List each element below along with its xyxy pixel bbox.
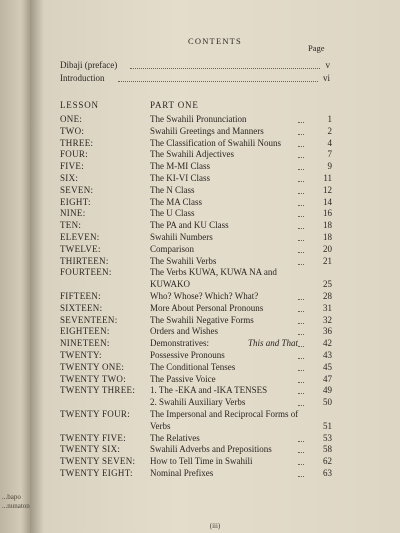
toc-lesson-page: 28 bbox=[323, 291, 332, 301]
toc-lesson-page: 31 bbox=[323, 302, 332, 313]
toc-lesson-title: The Swahili Adjectives bbox=[150, 149, 234, 160]
toc-prelim-row bbox=[30, 73, 400, 85]
toc-lesson-title: The PA and KU Class bbox=[150, 220, 229, 231]
toc-lesson-number: SIX: bbox=[60, 173, 79, 183]
toc-lesson-title: Orders and Wishes bbox=[150, 326, 218, 337]
toc-lesson-title-italic: This and That bbox=[248, 338, 299, 349]
toc-lesson-page: 20 bbox=[323, 243, 332, 254]
toc-lesson-title: Swahili Greetings and Manners bbox=[150, 125, 264, 136]
toc-row bbox=[30, 315, 400, 327]
toc-lesson-number: THREE: bbox=[60, 137, 94, 148]
toc-lesson-number: TWELVE: bbox=[60, 243, 101, 254]
toc-lesson-title: The Relatives bbox=[150, 432, 200, 443]
toc-prelim-row bbox=[30, 60, 400, 72]
toc-row bbox=[30, 397, 400, 409]
toc-row bbox=[30, 350, 400, 362]
toc-lesson-number: NINETEEN: bbox=[60, 338, 110, 349]
toc-row bbox=[30, 197, 400, 209]
toc-row bbox=[30, 244, 400, 256]
toc-lesson-page: 1 bbox=[327, 114, 332, 124]
toc-lesson-number: SEVEN: bbox=[60, 184, 94, 195]
toc-lesson-page: 21 bbox=[323, 255, 332, 266]
toc-lesson-page: 36 bbox=[323, 326, 332, 337]
toc-lesson-title: Comparison bbox=[150, 243, 194, 254]
toc-lesson-number: FIFTEEN: bbox=[60, 291, 101, 301]
toc-lesson-number: FIVE: bbox=[60, 161, 84, 172]
toc-lesson-number: TWENTY THREE: bbox=[60, 385, 136, 396]
toc-lesson-page: 47 bbox=[323, 373, 332, 384]
toc-lesson-title: Who? Whose? Which? What? bbox=[150, 291, 259, 301]
toc-lesson-page: 45 bbox=[323, 361, 332, 372]
toc-lesson-page: 62 bbox=[323, 456, 332, 467]
toc-lesson-title: The Impersonal and Reciprocal Forms of bbox=[150, 409, 299, 419]
facing-page-fragment-line: ...nunaton bbox=[2, 502, 30, 510]
toc-row bbox=[30, 433, 400, 445]
toc-lesson-title: 2. Swahili Auxiliary Verbs bbox=[150, 397, 246, 408]
toc-lesson-title: Possessive Pronouns bbox=[150, 350, 225, 360]
toc-lesson-page: 16 bbox=[323, 208, 332, 219]
toc-lesson-page: 43 bbox=[323, 350, 332, 360]
toc-lesson-title: The Swahili Negative Forms bbox=[150, 314, 254, 325]
toc-lesson-page: 4 bbox=[327, 137, 332, 148]
toc-row bbox=[30, 326, 400, 338]
toc-lesson-number: TWENTY SIX: bbox=[60, 444, 121, 455]
toc-lesson-page: 18 bbox=[323, 220, 332, 231]
toc-lesson-page: 49 bbox=[323, 385, 332, 396]
toc-lesson-page: 42 bbox=[323, 338, 332, 349]
toc-lesson-title: The MA Class bbox=[150, 196, 203, 207]
toc-lesson-page: 12 bbox=[323, 184, 332, 195]
toc-row bbox=[30, 232, 400, 244]
toc-lesson-title: The Classification of Swahili Nouns bbox=[150, 137, 281, 148]
toc-row bbox=[30, 468, 400, 480]
toc-row bbox=[30, 220, 400, 232]
toc-lesson-number: TWENTY: bbox=[60, 350, 102, 360]
toc-prelim-title: Introduction bbox=[60, 73, 105, 83]
facing-page-edge bbox=[0, 0, 30, 533]
toc-row bbox=[30, 385, 400, 397]
toc-lesson-number: EIGHT: bbox=[60, 196, 91, 207]
toc-row bbox=[30, 267, 400, 290]
toc-row bbox=[30, 126, 400, 138]
toc-lesson-page: 58 bbox=[323, 444, 332, 455]
toc-lesson-number: ONE: bbox=[60, 114, 83, 124]
toc-lesson-number: TWENTY FOUR: bbox=[60, 409, 131, 419]
toc-row bbox=[30, 149, 400, 161]
toc-lesson-page: 9 bbox=[327, 161, 332, 172]
toc-lesson-number: SIXTEEN: bbox=[60, 302, 103, 313]
toc-row bbox=[30, 338, 400, 350]
facing-page-fragment bbox=[2, 493, 30, 511]
toc-lesson-title: The Swahili Verbs bbox=[150, 255, 217, 266]
toc-row bbox=[30, 409, 400, 431]
toc-lesson-title: The Verbs KUWA, KUWA NA and bbox=[150, 267, 277, 278]
toc-lesson-title: How to Tell Time in Swahili bbox=[150, 456, 253, 467]
lesson-column-heading: LESSON bbox=[60, 100, 99, 110]
toc-row bbox=[30, 185, 400, 197]
toc-lesson-number: TWENTY SEVEN: bbox=[60, 456, 136, 467]
toc-lesson-title: More About Personal Pronouns bbox=[150, 302, 264, 313]
toc-lesson-page: 18 bbox=[323, 232, 332, 242]
toc-lesson-title: The N Class bbox=[150, 184, 195, 195]
toc-lesson-title: The U Class bbox=[150, 208, 195, 219]
toc-lesson-page: 51 bbox=[323, 420, 332, 431]
toc-lesson-title: The M-MI Class bbox=[150, 161, 210, 172]
toc-lesson-title: The Passive Voice bbox=[150, 373, 216, 384]
toc-lesson-number: TWENTY EIGHT: bbox=[60, 468, 133, 478]
toc-lesson-number: FOURTEEN: bbox=[60, 267, 112, 278]
toc-lesson-number: TWENTY ONE: bbox=[60, 361, 125, 372]
toc-lesson-title: Swahili Adverbs and Prepositions bbox=[150, 444, 272, 455]
facing-page-fragment-line: ...bapo bbox=[2, 493, 21, 501]
toc-row bbox=[30, 161, 400, 173]
toc-lesson-title: The KI-VI Class bbox=[150, 173, 210, 183]
toc-row bbox=[30, 362, 400, 374]
toc-lesson-title-cont: KUWAKO bbox=[150, 279, 190, 290]
toc-lesson-page: 14 bbox=[323, 196, 332, 207]
toc-lesson-page: 2 bbox=[327, 125, 332, 136]
toc-lesson-number: THIRTEEN: bbox=[60, 255, 109, 266]
toc-lesson-title: Demonstratives: bbox=[150, 338, 209, 349]
toc-lesson-number: ELEVEN: bbox=[60, 232, 100, 242]
toc-lesson-page: 7 bbox=[327, 149, 332, 160]
toc-row bbox=[30, 374, 400, 386]
toc-row bbox=[30, 444, 400, 456]
toc-row bbox=[30, 256, 400, 268]
toc-lesson-number: SEVENTEEN: bbox=[60, 314, 118, 325]
toc-leader-dots bbox=[130, 68, 320, 69]
toc-row bbox=[30, 138, 400, 150]
toc-lesson-page: 11 bbox=[323, 173, 332, 183]
toc-prelim-title: Dibaji (preface) bbox=[60, 60, 118, 70]
part-heading: PART ONE bbox=[150, 100, 199, 110]
toc-leader-dots bbox=[118, 81, 318, 82]
toc-row bbox=[30, 173, 400, 185]
toc-lesson-page: 53 bbox=[323, 432, 332, 443]
toc-lesson-page: 25 bbox=[323, 279, 332, 290]
toc-lesson-number: TEN: bbox=[60, 220, 82, 231]
page-column-label: Page bbox=[308, 43, 325, 53]
toc-prelim-page: vi bbox=[322, 73, 330, 83]
toc-lesson-number: NINE: bbox=[60, 208, 86, 219]
page-folio: (iii) bbox=[209, 522, 221, 530]
toc-row bbox=[30, 208, 400, 220]
toc-lesson-number: FOUR: bbox=[60, 149, 89, 160]
toc-row bbox=[30, 114, 400, 126]
toc-lesson-number: TWENTY TWO: bbox=[60, 373, 127, 384]
toc-lesson-number: EIGHTEEN: bbox=[60, 326, 110, 337]
toc-lesson-number: TWO: bbox=[60, 125, 85, 136]
toc-prelim-page: v bbox=[325, 60, 330, 70]
toc-lesson-title: The Conditional Tenses bbox=[150, 361, 236, 372]
toc-lesson-title: The Swahili Pronunciation bbox=[150, 114, 247, 124]
toc-row bbox=[30, 456, 400, 468]
contents-page bbox=[30, 0, 400, 533]
toc-lesson-number: TWENTY FIVE: bbox=[60, 432, 127, 443]
toc-lesson-title: Swahili Numbers bbox=[150, 232, 213, 242]
page-title: CONTENTS bbox=[188, 36, 242, 46]
toc-row bbox=[30, 291, 400, 303]
toc-lesson-page: 63 bbox=[323, 468, 332, 478]
toc-lesson-title: 1. The -EKA and -IKA TENSES bbox=[150, 385, 268, 396]
toc-lesson-title: Nominal Prefixes bbox=[150, 468, 214, 478]
toc-lesson-page: 32 bbox=[323, 314, 332, 325]
toc-row bbox=[30, 303, 400, 315]
toc-lesson-title-cont: Verbs bbox=[150, 420, 171, 431]
toc-lesson-page: 50 bbox=[323, 397, 332, 408]
